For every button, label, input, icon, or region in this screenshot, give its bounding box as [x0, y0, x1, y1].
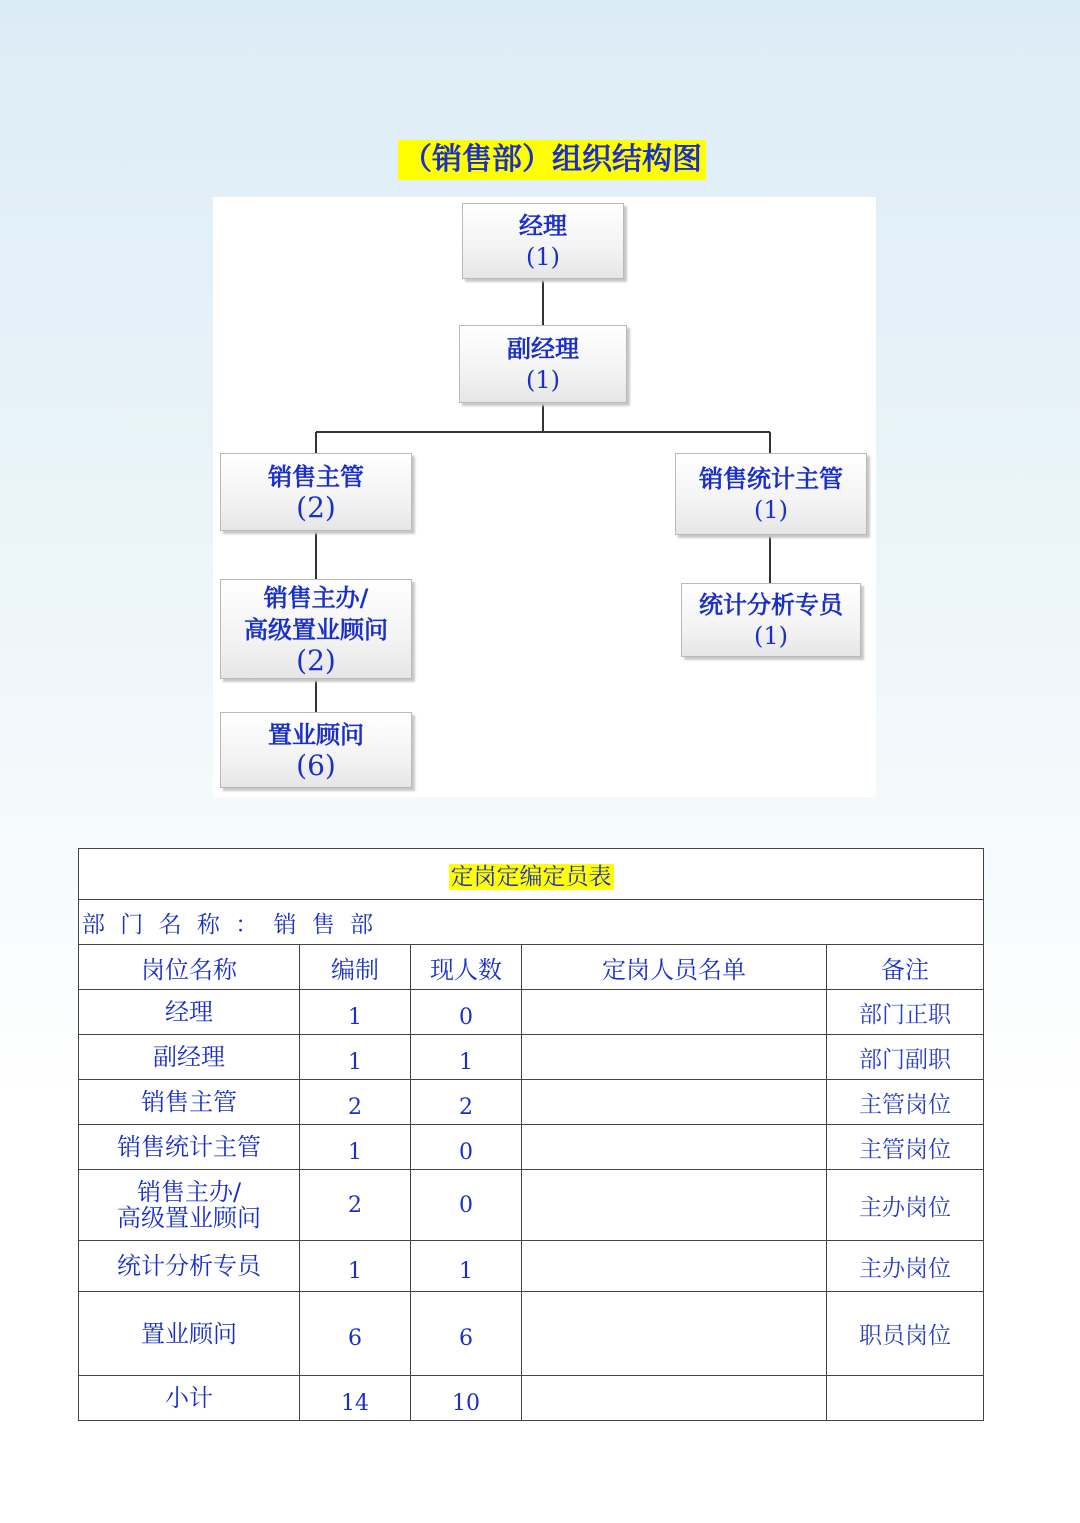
header-current: 现人数 [411, 945, 522, 990]
header-position: 岗位名称 [79, 945, 300, 990]
node-manager-title: 经理 [519, 212, 567, 240]
table-row [79, 1080, 984, 1125]
node-property-consultant [220, 712, 412, 788]
table-title: 定岗定编定员表 [450, 863, 612, 890]
page-title: （销售部）组织结构图 [398, 140, 706, 180]
row-position: 统计分析专员 [79, 1241, 300, 1292]
node-stats-analyst-count: (1) [754, 622, 788, 650]
row-current: 1 [411, 1035, 522, 1080]
row-current: 0 [411, 990, 522, 1035]
header-names: 定岗人员名单 [522, 945, 827, 990]
node-sales-supervisor-count: (2) [296, 491, 336, 524]
node-sales-officer [220, 579, 412, 679]
row-current: 1 [411, 1241, 522, 1292]
row-names [522, 1241, 827, 1292]
node-manager-count: (1) [526, 243, 560, 271]
row-position-line1: 销售主办/ [136, 1178, 242, 1206]
table-row [79, 990, 984, 1035]
node-manager [462, 203, 624, 279]
table-title-cell [79, 849, 984, 900]
row-remarks: 主管岗位 [827, 1125, 984, 1170]
row-names [522, 1170, 827, 1241]
node-sales-stats-supervisor-count: (1) [754, 496, 788, 524]
row-quota: 2 [300, 1170, 411, 1241]
node-sales-officer-title-line2: 高级置业顾问 [244, 616, 388, 644]
subtotal-label: 小计 [79, 1376, 300, 1421]
row-remarks: 职员岗位 [827, 1292, 984, 1376]
row-remarks: 主管岗位 [827, 1080, 984, 1125]
node-sales-officer-title-line1: 销售主办/ [263, 584, 369, 612]
header-quota: 编制 [300, 945, 411, 990]
row-position [79, 1170, 300, 1241]
node-deputy-manager [459, 325, 627, 403]
department-row [79, 900, 984, 945]
subtotal-quota: 14 [300, 1376, 411, 1421]
node-stats-analyst [681, 583, 861, 657]
node-property-consultant-title: 置业顾问 [268, 721, 364, 749]
table-title-row [79, 849, 984, 900]
row-remarks: 部门正职 [827, 990, 984, 1035]
row-names [522, 1080, 827, 1125]
table-row [79, 1241, 984, 1292]
node-sales-supervisor-title: 销售主管 [268, 463, 364, 491]
node-sales-stats-supervisor [675, 453, 867, 535]
node-sales-officer-count: (2) [296, 644, 336, 677]
row-remarks: 主办岗位 [827, 1241, 984, 1292]
subtotal-row [79, 1376, 984, 1421]
row-position-line2: 高级置业顾问 [117, 1204, 261, 1232]
row-position: 销售统计主管 [79, 1125, 300, 1170]
row-quota: 1 [300, 1035, 411, 1080]
department-label: 部 门 名 称 ： 销 售 部 [79, 900, 984, 945]
subtotal-names [522, 1376, 827, 1421]
row-current: 0 [411, 1170, 522, 1241]
row-names [522, 1292, 827, 1376]
table-row [79, 1292, 984, 1376]
row-current: 2 [411, 1080, 522, 1125]
subtotal-current: 10 [411, 1376, 522, 1421]
staffing-table [78, 848, 984, 1421]
row-current: 0 [411, 1125, 522, 1170]
row-quota: 1 [300, 1125, 411, 1170]
row-names [522, 1035, 827, 1080]
row-remarks: 主办岗位 [827, 1170, 984, 1241]
row-remarks: 部门副职 [827, 1035, 984, 1080]
node-sales-supervisor [220, 453, 412, 531]
table-header-row [79, 945, 984, 990]
header-remarks: 备注 [827, 945, 984, 990]
subtotal-remarks [827, 1376, 984, 1421]
row-position: 置业顾问 [79, 1292, 300, 1376]
row-current: 6 [411, 1292, 522, 1376]
table-row [79, 1035, 984, 1080]
row-position: 经理 [79, 990, 300, 1035]
table-row [79, 1170, 984, 1241]
row-names [522, 1125, 827, 1170]
row-quota: 2 [300, 1080, 411, 1125]
node-stats-analyst-title: 统计分析专员 [699, 591, 843, 619]
node-sales-stats-supervisor-title: 销售统计主管 [699, 465, 843, 493]
row-position: 销售主管 [79, 1080, 300, 1125]
org-chart [213, 197, 876, 797]
node-property-consultant-count: (6) [296, 749, 336, 782]
row-names [522, 990, 827, 1035]
node-deputy-manager-count: (1) [526, 366, 560, 394]
row-quota: 1 [300, 990, 411, 1035]
node-deputy-manager-title: 副经理 [507, 335, 579, 363]
row-position: 副经理 [79, 1035, 300, 1080]
row-quota: 1 [300, 1241, 411, 1292]
table-row [79, 1125, 984, 1170]
row-quota: 6 [300, 1292, 411, 1376]
